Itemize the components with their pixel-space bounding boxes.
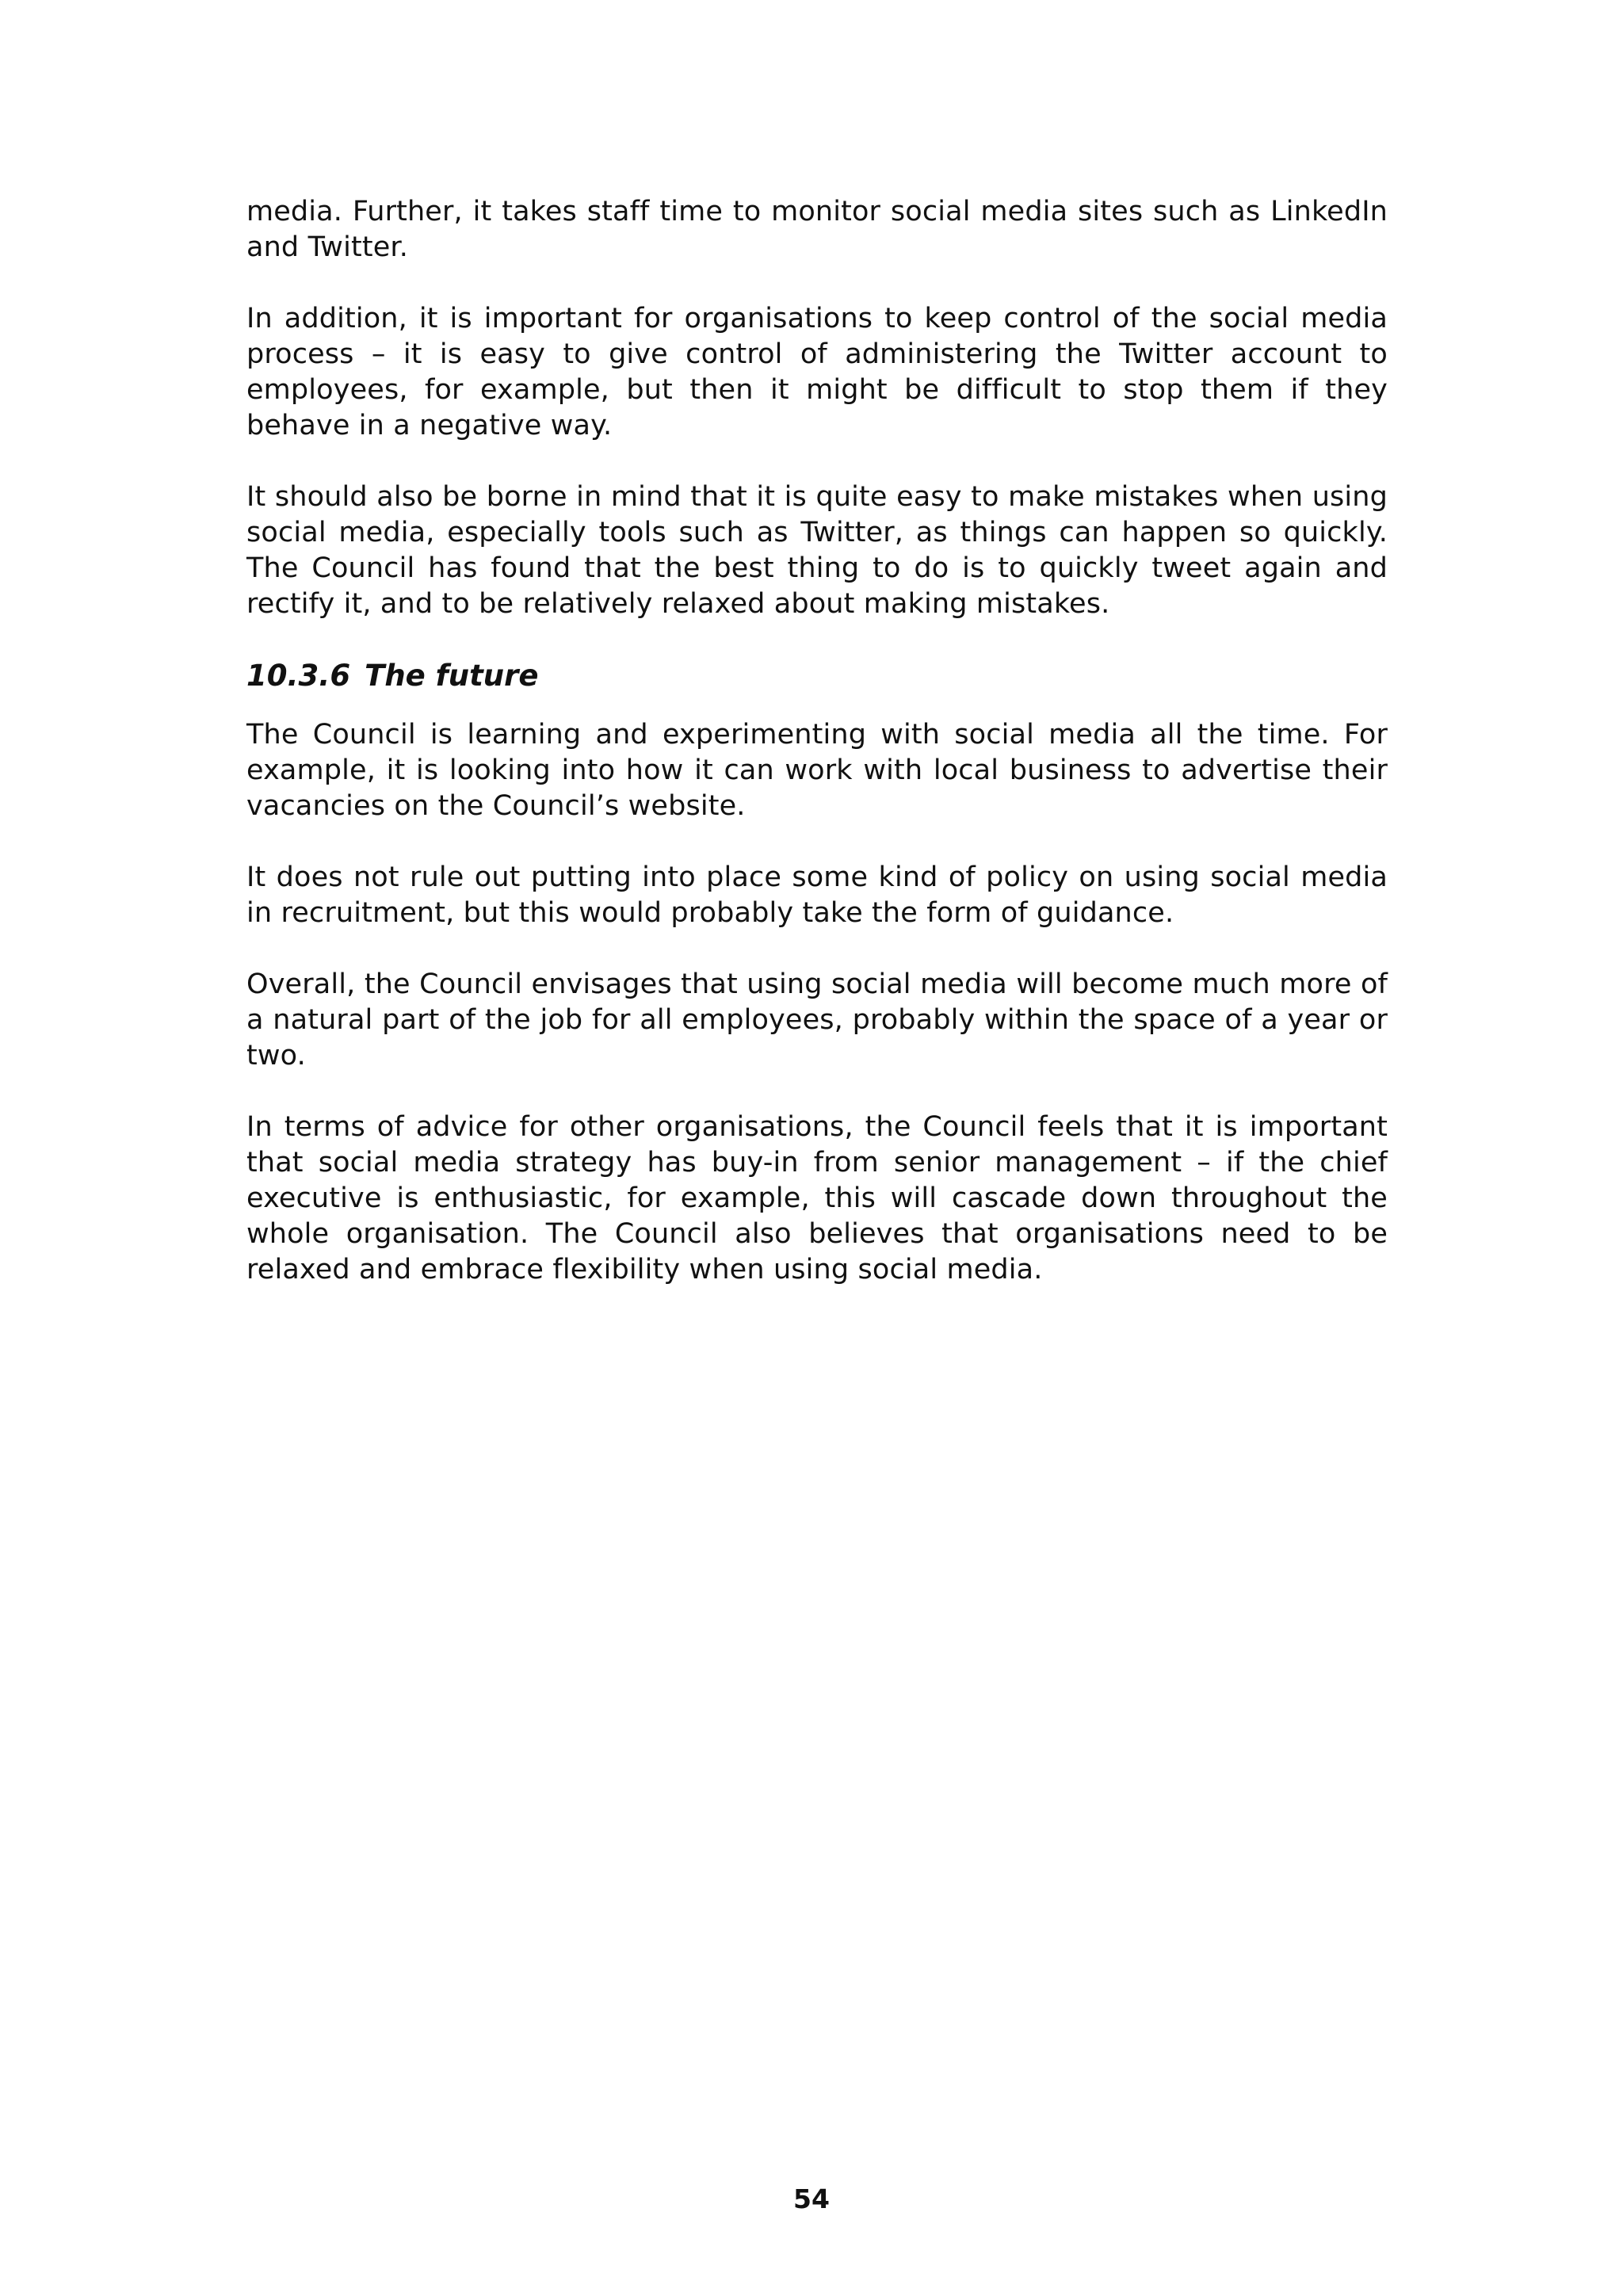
body-paragraph: Overall, the Council envisages that using social media will become much more of a natural part of the job for all employees, probably within the space of a year or two. xyxy=(246,968,1388,1072)
section-heading xyxy=(246,658,1388,693)
body-paragraph: The Council is learning and experimenting with social media all the time. For example, it is looking into how it can work with local business to advertise their vacancies on the Council’s website. xyxy=(246,719,1388,822)
body-paragraph: In addition, it is important for organisations to keep control of the social media process – it is easy to give control of administering the Twitter account to employees, for example, but then it might be difficult to stop them if they behave in a negative way. xyxy=(246,303,1388,441)
section-number: 10.3.6 xyxy=(246,659,351,693)
section-title: The future xyxy=(365,659,539,693)
body-paragraph: media. Further, it takes staff time to monitor social media sites such as LinkedIn and Twitter. xyxy=(246,196,1388,263)
body-paragraph: It does not rule out putting into place some kind of policy on using social media in recruitment, but this would probably take the form of guidance. xyxy=(246,861,1388,929)
page-body xyxy=(246,194,1388,1324)
body-paragraph: In terms of advice for other organisations, the Council feels that it is important that social media strategy has buy-in from senior management – if the chief executive is enthusiastic, for example, this will cascade down throughout the whole organisation. The Council also believes that organisations need to be relaxed and embrace flexibility when using social media. xyxy=(246,1111,1388,1286)
page-number: 54 xyxy=(793,2183,830,2214)
body-paragraph: It should also be borne in mind that it is quite easy to make mistakes when using social media, especially tools such as Twitter, as things can happen so quickly. The Council has found that the best thing to do is to quickly tweet again and rectify it, and to be relatively relaxed about making mistakes. xyxy=(246,481,1388,620)
